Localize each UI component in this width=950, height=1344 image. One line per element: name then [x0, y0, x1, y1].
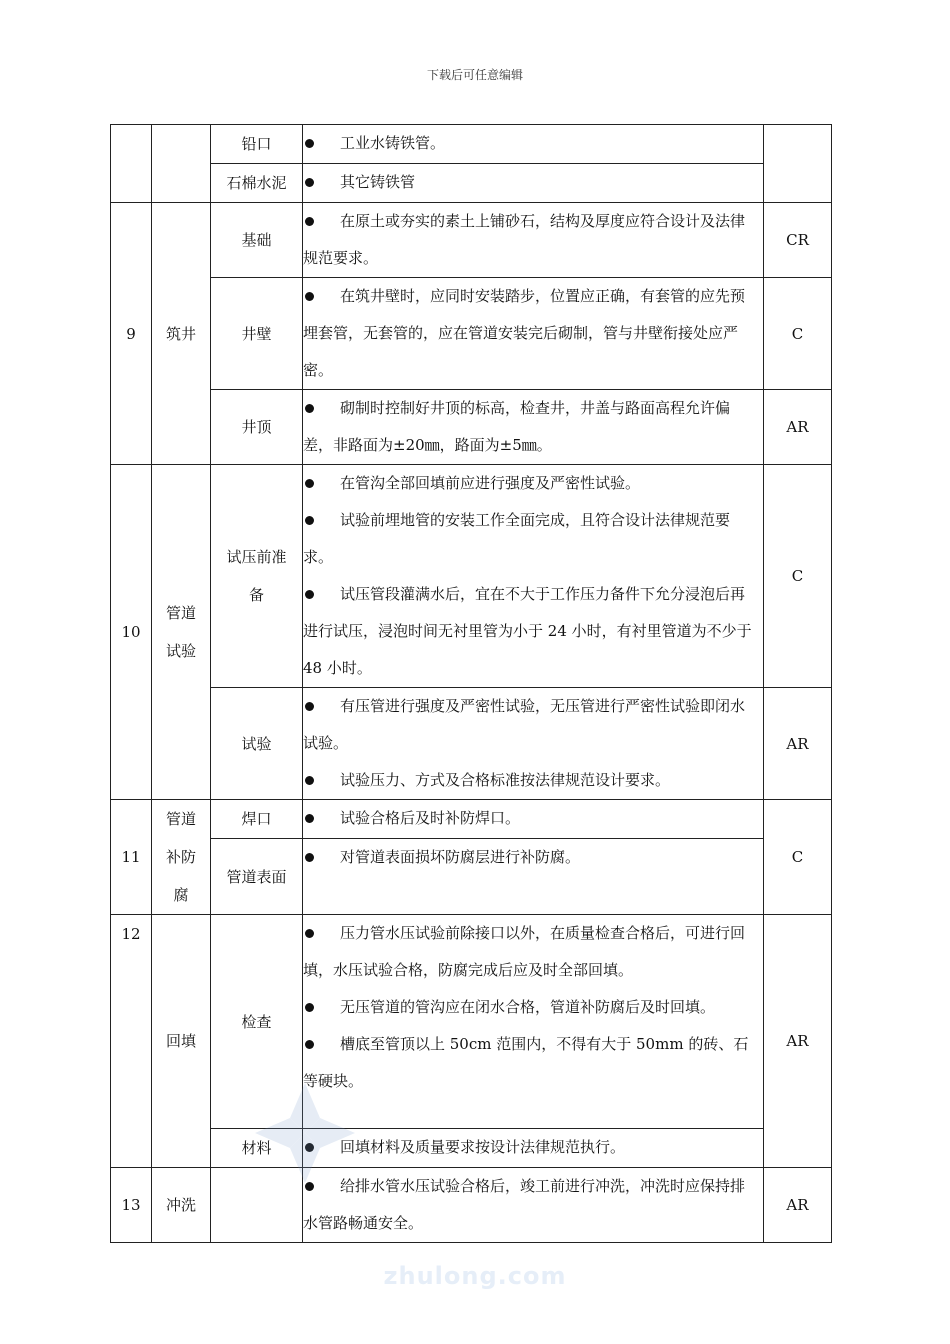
bullet-item: 试验合格后及时补防焊口。: [303, 800, 755, 837]
item-name: 筑井: [152, 203, 211, 465]
bullet-icon: [305, 178, 314, 187]
row-number: 12: [111, 915, 152, 1168]
row-number: 11: [111, 800, 152, 915]
table-row: [111, 915, 832, 1129]
bullet-item: 其它铸铁管: [303, 164, 755, 201]
bullet-icon: [305, 814, 314, 823]
requirement-cell: [303, 915, 764, 1129]
table-row: [111, 278, 832, 390]
bullet-item: 给排水管水压试验合格后，竣工前进行冲洗，冲洗时应保持排水管路畅通安全。: [303, 1177, 746, 1232]
bullet-icon: [305, 292, 314, 301]
level-cell: [764, 125, 832, 203]
table-row: [111, 203, 832, 278]
item-name: [152, 125, 211, 203]
bullet-item: 有压管进行强度及严密性试验，无压管进行严密性试验即闭水试验。: [303, 697, 746, 752]
bullet-icon: [305, 590, 314, 599]
item-name: 冲洗: [152, 1168, 211, 1243]
sub-item: 石棉水泥: [211, 164, 303, 203]
bullet-item: 槽底至管顶以上 50cm 范围内，不得有大于 50mm 的砖、石等硬块。: [303, 1035, 749, 1090]
level-cell: AR: [764, 688, 832, 800]
sub-item: 检查: [211, 915, 303, 1129]
requirement-cell: [303, 164, 764, 203]
sub-item: 试验: [211, 688, 303, 800]
item-name: 回填: [152, 915, 211, 1168]
page-header: 下载后可任意编辑: [426, 68, 523, 82]
bullet-icon: [305, 139, 314, 148]
bullet-icon: [305, 404, 314, 413]
sub-item: 焊口: [211, 800, 303, 839]
row-number: 9: [111, 203, 152, 465]
bullet-item: 在管沟全部回填前应进行强度及严密性试验。: [303, 465, 755, 502]
row-number: [111, 125, 152, 203]
bullet-icon: [305, 516, 314, 525]
bullet-icon: [305, 479, 314, 488]
sub-item: 材料: [211, 1129, 303, 1168]
sub-item: 井顶: [211, 390, 303, 465]
table-row: [111, 839, 832, 915]
level-cell: AR: [764, 915, 832, 1168]
level-cell: C: [764, 800, 832, 915]
requirement-cell: [303, 1168, 764, 1243]
bullet-item: 无压管道的管沟应在闭水合格，管道补防腐后及时回填。: [303, 989, 755, 1026]
bullet-item: 在筑井壁时，应同时安装踏步，位置应正确，有套管的应先预埋套管，无套管的，应在管道安装完后砌制，管与井壁衔接处应严密。: [303, 287, 746, 379]
bullet-icon: [305, 853, 314, 862]
bullet-item: 试压管段灌满水后，宜在不大于工作压力备件下允分浸泡后再进行试压，浸泡时间无衬里管为小于 24 小时，有衬里管道为不少于 48 小时。: [303, 585, 752, 677]
requirement-cell: [303, 465, 764, 688]
level-cell: AR: [764, 390, 832, 465]
requirement-cell: [303, 1129, 764, 1168]
level-cell: C: [764, 465, 832, 688]
row-number: 13: [111, 1168, 152, 1243]
requirement-cell: [303, 125, 764, 164]
watermark-logo-icon: [250, 1078, 360, 1188]
bullet-icon: [305, 929, 314, 938]
row-number: 10: [111, 465, 152, 800]
table-row: [111, 1129, 832, 1168]
bullet-item: 砌制时控制好井顶的标高，检查井，井盖与路面高程允许偏差，非路面为±20㎜，路面为±5㎜。: [303, 399, 731, 454]
level-cell: AR: [764, 1168, 832, 1243]
item-name: 管道 试验: [152, 465, 211, 800]
requirement-cell: [303, 800, 764, 839]
bullet-item: 对管道表面损坏防腐层进行补防腐。: [303, 839, 755, 876]
table-row: [111, 800, 832, 839]
bullet-item: 试验压力、方式及合格标准按法律规范设计要求。: [303, 762, 755, 799]
level-cell: CR: [764, 203, 832, 278]
bullet-item: 压力管水压试验前除接口以外，在质量检查合格后，可进行回填，水压试验合格，防腐完成后应及时全部回填。: [303, 924, 746, 979]
table-row: [111, 390, 832, 465]
requirement-cell: [303, 839, 764, 915]
bullet-icon: [305, 776, 314, 785]
level-cell: C: [764, 278, 832, 390]
requirement-cell: [303, 203, 764, 278]
bullet-icon: [305, 1040, 314, 1049]
sub-item: 试压前准 备: [211, 465, 303, 688]
quality-control-table: [110, 124, 832, 1243]
sub-item: 管道表面: [211, 839, 303, 915]
table-row: [111, 465, 832, 688]
table-row: [111, 688, 832, 800]
bullet-item: 回填材料及质量要求按设计法律规范执行。: [303, 1129, 755, 1166]
sub-item: 井壁: [211, 278, 303, 390]
bullet-icon: [305, 217, 314, 226]
watermark-text: zhulong.com: [383, 1262, 567, 1290]
bullet-item: 工业水铸铁管。: [303, 125, 755, 162]
table-row: [111, 125, 832, 164]
bullet-icon: [305, 702, 314, 711]
table-row: [111, 1168, 832, 1243]
sub-item: 铅口: [211, 125, 303, 164]
bullet-item: 在原土或夯实的素土上铺砂石，结构及厚度应符合设计及法律规范要求。: [303, 212, 746, 267]
sub-item: 基础: [211, 203, 303, 278]
bullet-icon: [305, 1003, 314, 1012]
table-row: [111, 164, 832, 203]
requirement-cell: [303, 688, 764, 800]
requirement-cell: [303, 390, 764, 465]
bullet-item: 试验前埋地管的安装工作全面完成，且符合设计法律规范要求。: [303, 511, 731, 566]
requirement-cell: [303, 278, 764, 390]
item-name: 管道 补防 腐: [152, 800, 211, 915]
